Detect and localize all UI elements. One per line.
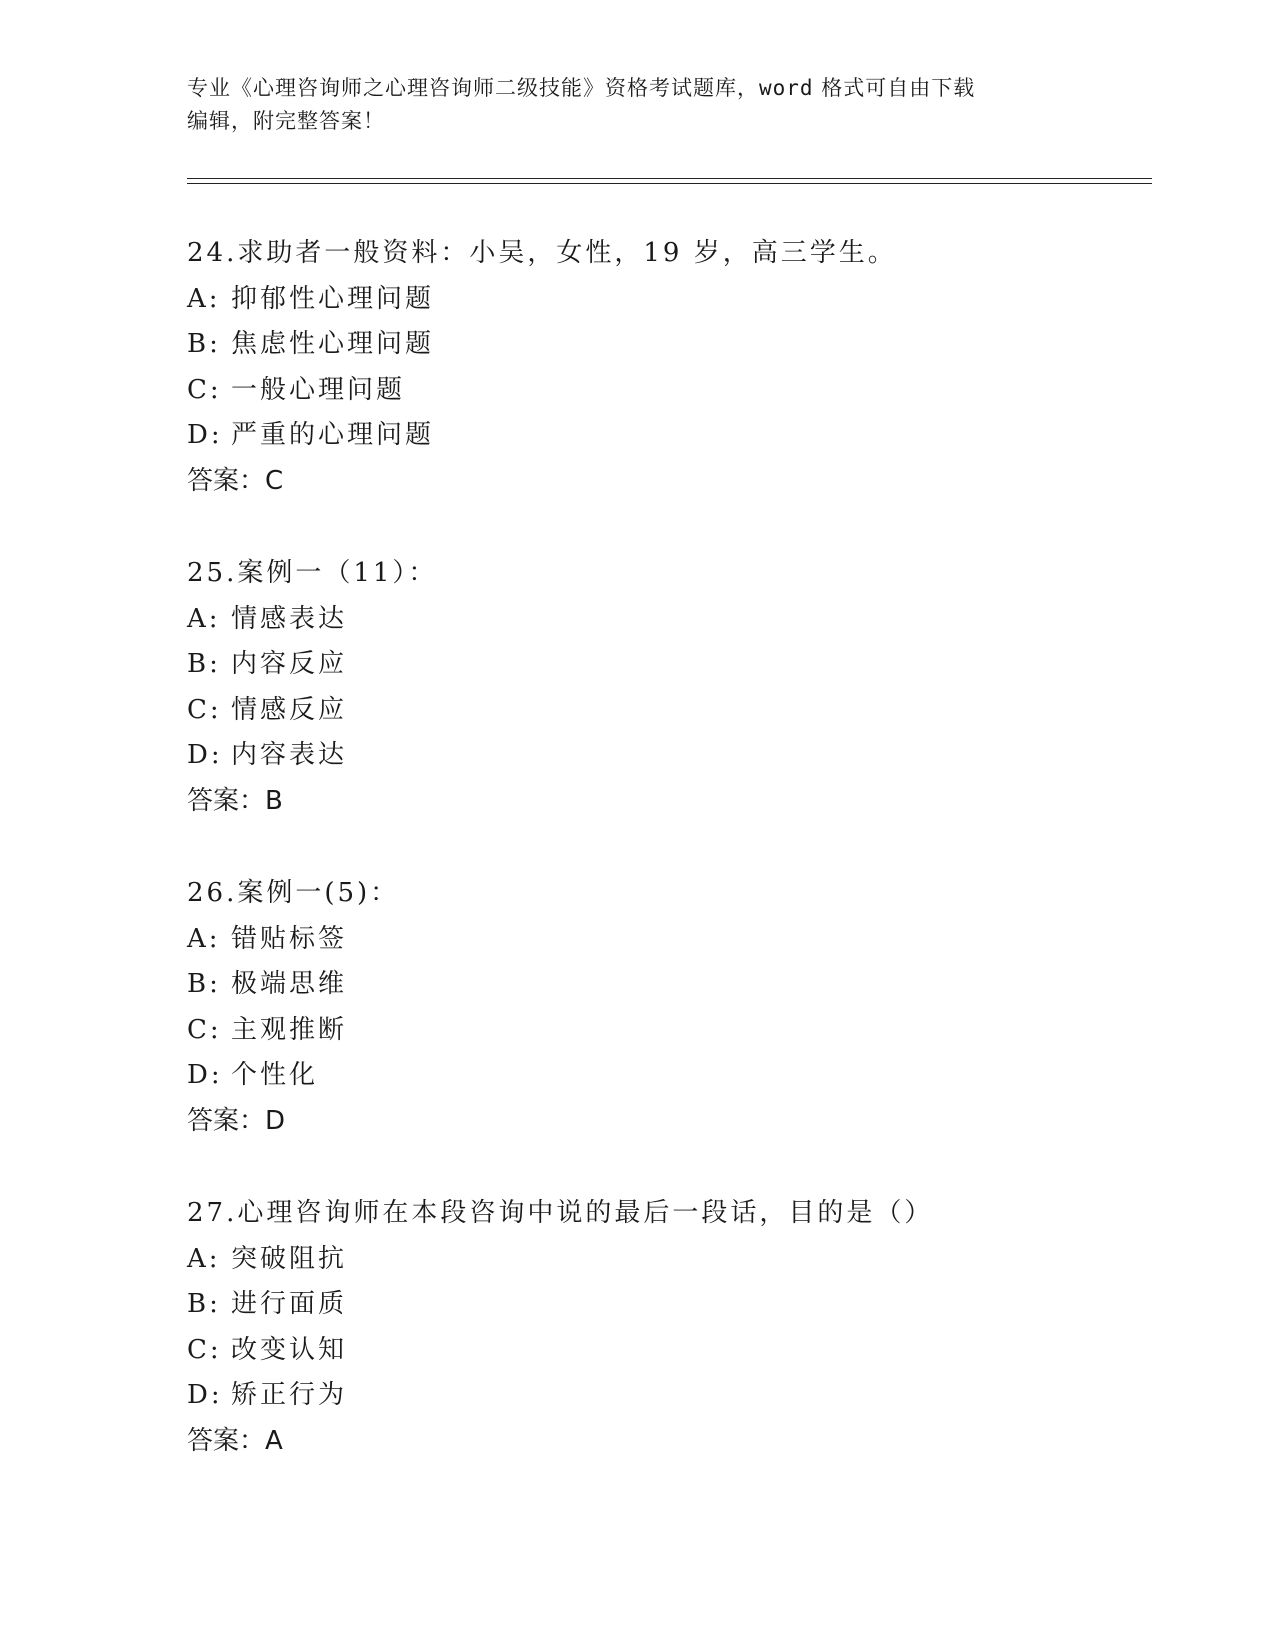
option-label: B: (187, 1289, 221, 1320)
document-header (187, 72, 1087, 138)
question-stem: 24.求助者一般资料：小吴，女性，19 岁，高三学生。 (187, 238, 897, 268)
question-block (187, 871, 1147, 1145)
option-label: B: (187, 329, 221, 360)
option-a (187, 1237, 1147, 1283)
option-d (187, 1373, 1147, 1419)
option-a (187, 277, 1147, 323)
option-text: 突破阻抗 (231, 1243, 348, 1274)
question-stem: 26.案例一(5)： (187, 878, 400, 908)
option-text: 抑郁性心理问题 (231, 283, 435, 314)
option-text: 一般心理问题 (231, 374, 406, 405)
option-c (187, 1008, 1147, 1054)
answer: 答案：D (187, 1105, 286, 1136)
option-label: A: (187, 603, 221, 634)
option-a (187, 917, 1147, 963)
option-text: 严重的心理问题 (231, 420, 435, 451)
option-b (187, 962, 1147, 1008)
option-d (187, 1053, 1147, 1099)
option-text: 矫正行为 (231, 1380, 348, 1411)
option-text: 主观推断 (231, 1014, 348, 1045)
header-line-1 (187, 72, 1087, 105)
question-stem: 27.心理咨询师在本段咨询中说的最后一段话，目的是（） (187, 1198, 934, 1228)
option-text: 内容表达 (231, 740, 348, 771)
option-label: A: (187, 923, 221, 954)
answer: 答案：B (187, 785, 283, 816)
question-block (187, 551, 1147, 825)
option-label: C: (187, 374, 222, 405)
question-block (187, 1191, 1147, 1465)
option-a (187, 597, 1147, 643)
option-label: B: (187, 649, 221, 680)
option-label: D: (187, 1380, 223, 1411)
header-divider-top (187, 178, 1152, 179)
option-text: 情感反应 (231, 694, 348, 725)
option-label: A: (187, 1243, 221, 1274)
option-label: D: (187, 420, 223, 451)
header-line-1-format: word (759, 76, 814, 100)
answer: 答案：C (187, 465, 284, 496)
header-line-1-suffix: 格式可自由下载 (813, 76, 976, 100)
question-stem: 25.案例一（11）： (187, 558, 438, 588)
option-label: C: (187, 694, 222, 725)
option-c (187, 1328, 1147, 1374)
option-text: 进行面质 (231, 1289, 348, 1320)
option-text: 改变认知 (231, 1334, 348, 1365)
option-c (187, 368, 1147, 414)
option-label: C: (187, 1014, 222, 1045)
option-d (187, 733, 1147, 779)
option-label: B: (187, 969, 221, 1000)
question-block (187, 231, 1147, 505)
answer: 答案：A (187, 1425, 283, 1456)
option-b (187, 322, 1147, 368)
option-text: 极端思维 (231, 969, 348, 1000)
option-text: 个性化 (231, 1060, 319, 1091)
option-label: D: (187, 740, 223, 771)
option-text: 焦虑性心理问题 (231, 329, 435, 360)
option-label: C: (187, 1334, 222, 1365)
header-line-1-text: 专业《心理咨询师之心理咨询师二级技能》资格考试题库， (187, 76, 759, 100)
option-text: 情感表达 (231, 603, 348, 634)
header-line-2: 编辑，附完整答案！ (187, 109, 385, 133)
option-text: 错贴标签 (231, 923, 348, 954)
option-d (187, 413, 1147, 459)
option-c (187, 688, 1147, 734)
option-label: D: (187, 1060, 223, 1091)
header-divider-bottom (187, 183, 1152, 184)
option-label: A: (187, 283, 221, 314)
option-b (187, 1282, 1147, 1328)
option-text: 内容反应 (231, 649, 348, 680)
option-b (187, 642, 1147, 688)
